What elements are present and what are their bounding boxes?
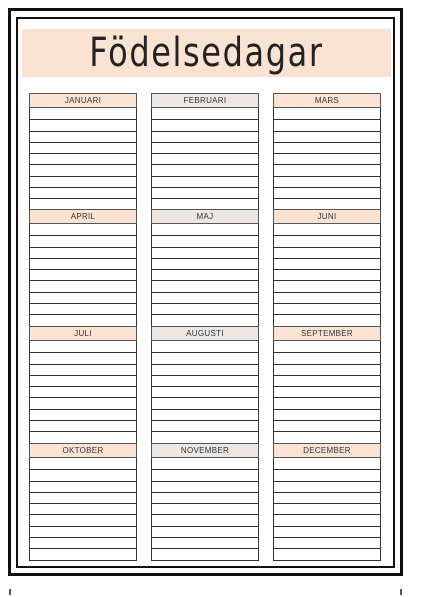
birthday-line[interactable] <box>274 409 380 420</box>
birthday-line[interactable] <box>274 280 380 291</box>
month-header: MAJ <box>151 209 259 224</box>
birthday-line[interactable] <box>152 235 258 246</box>
birthday-line[interactable] <box>30 537 136 548</box>
birthday-line[interactable] <box>152 258 258 269</box>
birthday-line[interactable] <box>30 526 136 537</box>
month-header: JANUARI <box>29 93 137 108</box>
page-title: Födelsedagar <box>89 30 324 76</box>
month-header: SEPTEMBER <box>273 326 381 341</box>
birthday-line[interactable] <box>30 352 136 363</box>
birthday-line[interactable] <box>30 375 136 386</box>
birthday-line[interactable] <box>152 458 258 469</box>
birthday-line[interactable] <box>30 303 136 314</box>
birthday-line[interactable] <box>274 198 380 209</box>
corner-mark-right <box>400 589 402 595</box>
birthday-line[interactable] <box>152 198 258 209</box>
birthday-line[interactable] <box>274 187 380 198</box>
birthday-line[interactable] <box>30 247 136 258</box>
birthday-line[interactable] <box>152 397 258 408</box>
birthday-lines <box>151 458 259 561</box>
birthday-line[interactable] <box>30 119 136 130</box>
birthday-line[interactable] <box>30 235 136 246</box>
birthday-line[interactable] <box>274 258 380 269</box>
birthday-lines <box>273 108 381 211</box>
month-block-oktober <box>29 443 137 561</box>
birthday-line[interactable] <box>152 292 258 303</box>
birthday-lines <box>151 341 259 444</box>
birthday-line[interactable] <box>30 198 136 209</box>
birthday-lines <box>273 341 381 444</box>
birthday-line[interactable] <box>274 431 380 442</box>
birthday-line[interactable] <box>152 176 258 187</box>
birthday-line[interactable] <box>152 153 258 164</box>
birthday-line[interactable] <box>30 397 136 408</box>
birthday-line[interactable] <box>30 187 136 198</box>
birthday-line[interactable] <box>30 503 136 514</box>
birthday-line[interactable] <box>152 142 258 153</box>
month-block-september <box>273 326 381 444</box>
birthday-line[interactable] <box>152 492 258 503</box>
birthday-lines <box>151 224 259 327</box>
month-header: JUNI <box>273 209 381 224</box>
birthday-line[interactable] <box>152 503 258 514</box>
corner-mark-left <box>9 589 11 595</box>
month-header: NOVEMBER <box>151 443 259 458</box>
month-block-augusti <box>151 326 259 444</box>
birthday-line[interactable] <box>30 153 136 164</box>
month-block-november <box>151 443 259 561</box>
month-header: DECEMBER <box>273 443 381 458</box>
birthday-line[interactable] <box>274 481 380 492</box>
birthday-lines <box>29 458 137 561</box>
birthday-line[interactable] <box>152 409 258 420</box>
month-block-juni <box>273 209 381 327</box>
birthday-line[interactable] <box>274 153 380 164</box>
birthday-line[interactable] <box>152 187 258 198</box>
birthday-line[interactable] <box>274 458 380 469</box>
birthday-line[interactable] <box>274 269 380 280</box>
birthday-line[interactable] <box>30 481 136 492</box>
birthday-line[interactable] <box>30 458 136 469</box>
month-block-april <box>29 209 137 327</box>
birthday-line[interactable] <box>274 352 380 363</box>
birthday-lines <box>29 108 137 211</box>
birthday-line[interactable] <box>30 492 136 503</box>
birthday-line[interactable] <box>30 341 136 352</box>
birthday-line[interactable] <box>152 386 258 397</box>
birthday-line[interactable] <box>30 176 136 187</box>
birthday-line[interactable] <box>30 364 136 375</box>
title-banner <box>22 29 391 77</box>
birthday-line[interactable] <box>30 131 136 142</box>
birthday-lines <box>29 341 137 444</box>
birthday-line[interactable] <box>152 108 258 119</box>
birthday-line[interactable] <box>30 108 136 119</box>
birthday-line[interactable] <box>274 514 380 525</box>
birthday-line[interactable] <box>30 142 136 153</box>
birthday-lines <box>273 458 381 561</box>
birthday-line[interactable] <box>30 280 136 291</box>
birthday-line[interactable] <box>274 164 380 175</box>
birthday-line[interactable] <box>274 386 380 397</box>
birthday-line[interactable] <box>152 514 258 525</box>
birthday-line[interactable] <box>152 164 258 175</box>
birthday-line[interactable] <box>274 119 380 130</box>
birthday-line[interactable] <box>152 526 258 537</box>
birthday-line[interactable] <box>152 548 258 559</box>
month-header: MARS <box>273 93 381 108</box>
month-block-februari <box>151 93 259 211</box>
birthday-line[interactable] <box>30 164 136 175</box>
birthday-line[interactable] <box>30 548 136 559</box>
birthday-line[interactable] <box>152 420 258 431</box>
birthday-line[interactable] <box>152 352 258 363</box>
birthday-line[interactable] <box>30 386 136 397</box>
birthday-line[interactable] <box>274 142 380 153</box>
birthday-line[interactable] <box>152 341 258 352</box>
birthday-line[interactable] <box>274 364 380 375</box>
birthday-line[interactable] <box>274 526 380 537</box>
birthday-line[interactable] <box>274 537 380 548</box>
birthday-line[interactable] <box>274 397 380 408</box>
birthday-line[interactable] <box>152 280 258 291</box>
birthday-line[interactable] <box>274 341 380 352</box>
month-header: AUGUSTI <box>151 326 259 341</box>
birthday-line[interactable] <box>152 375 258 386</box>
birthday-line[interactable] <box>274 548 380 559</box>
birthday-line[interactable] <box>274 469 380 480</box>
month-block-maj <box>151 209 259 327</box>
month-block-december <box>273 443 381 561</box>
birthday-line[interactable] <box>30 469 136 480</box>
birthday-line[interactable] <box>152 269 258 280</box>
birthday-line[interactable] <box>274 503 380 514</box>
birthday-line[interactable] <box>152 481 258 492</box>
birthday-line[interactable] <box>274 292 380 303</box>
birthday-line[interactable] <box>30 258 136 269</box>
birthday-line[interactable] <box>30 224 136 235</box>
birthday-line[interactable] <box>152 224 258 235</box>
month-header: FEBRUARI <box>151 93 259 108</box>
birthday-line[interactable] <box>152 314 258 325</box>
birthday-line[interactable] <box>274 176 380 187</box>
birthday-line[interactable] <box>152 247 258 258</box>
birthday-line[interactable] <box>152 469 258 480</box>
birthday-line[interactable] <box>274 224 380 235</box>
month-header: JULI <box>29 326 137 341</box>
birthday-line[interactable] <box>30 420 136 431</box>
birthday-line[interactable] <box>152 119 258 130</box>
birthday-line[interactable] <box>152 364 258 375</box>
month-block-mars <box>273 93 381 211</box>
birthday-line[interactable] <box>274 131 380 142</box>
birthday-line[interactable] <box>30 292 136 303</box>
birthday-line[interactable] <box>152 303 258 314</box>
birthday-line[interactable] <box>274 375 380 386</box>
birthday-line[interactable] <box>152 131 258 142</box>
birthday-line[interactable] <box>274 108 380 119</box>
birthday-line[interactable] <box>152 431 258 442</box>
birthday-lines <box>151 108 259 211</box>
birthday-line[interactable] <box>30 409 136 420</box>
month-header: APRIL <box>29 209 137 224</box>
birthday-line[interactable] <box>30 514 136 525</box>
birthday-line[interactable] <box>30 314 136 325</box>
birthday-lines <box>29 224 137 327</box>
birthday-line[interactable] <box>30 431 136 442</box>
birthday-line[interactable] <box>274 492 380 503</box>
birthday-line[interactable] <box>152 537 258 548</box>
month-block-januari <box>29 93 137 211</box>
birthday-line[interactable] <box>274 247 380 258</box>
birthday-line[interactable] <box>274 314 380 325</box>
birthday-line[interactable] <box>30 269 136 280</box>
birthday-line[interactable] <box>274 303 380 314</box>
birthday-lines <box>273 224 381 327</box>
birthday-line[interactable] <box>274 235 380 246</box>
month-header: OKTOBER <box>29 443 137 458</box>
month-block-juli <box>29 326 137 444</box>
birthday-line[interactable] <box>274 420 380 431</box>
